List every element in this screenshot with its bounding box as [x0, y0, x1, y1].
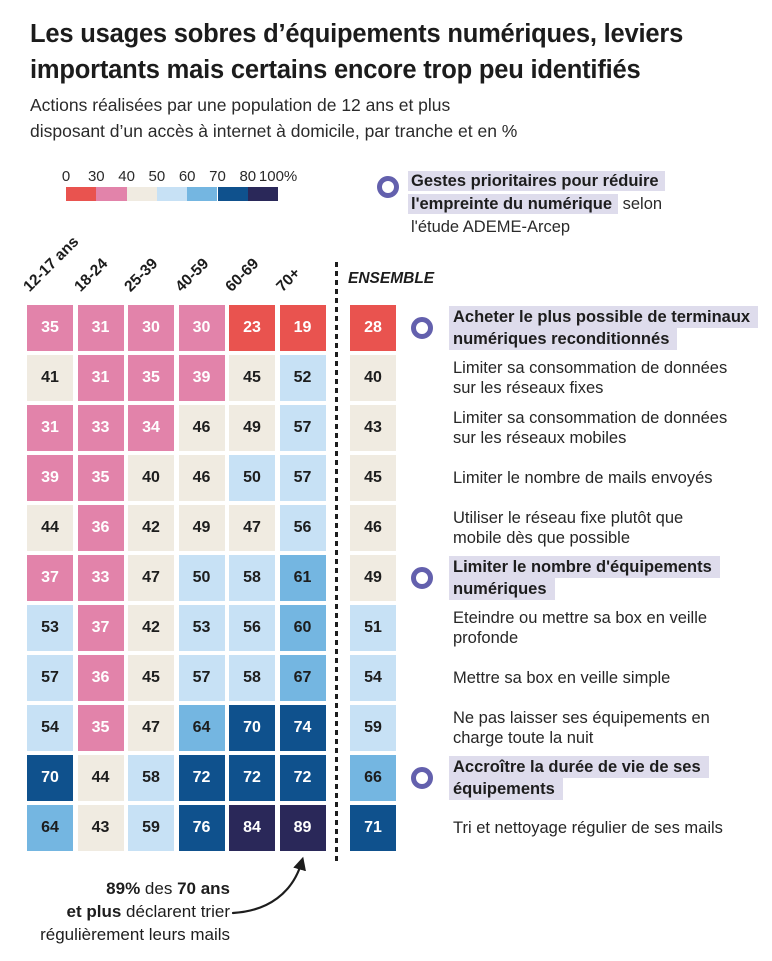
scale-swatch — [127, 187, 157, 201]
highlighted-text: l'empreinte du numérique — [408, 194, 618, 214]
heatmap-cell: 50 — [229, 455, 275, 501]
heatmap-cell: 31 — [78, 355, 124, 401]
heatmap-cell: 37 — [78, 605, 124, 651]
annotation-line — [28, 923, 230, 946]
legend-note-line — [411, 216, 756, 239]
plain-text: l'étude ADEME-Arcep — [411, 218, 571, 236]
ensemble-cell: 45 — [350, 455, 396, 501]
scale-swatch — [248, 187, 278, 201]
ensemble-cell: 46 — [350, 505, 396, 551]
heatmap-cell: 57 — [280, 405, 326, 451]
heatmap-cell: 61 — [280, 555, 326, 601]
heatmap-cell: 40 — [128, 455, 174, 501]
heatmap-cell: 43 — [78, 805, 124, 851]
heatmap-cell: 76 — [179, 805, 225, 851]
annotation-text: régulièrement leurs mails — [40, 925, 230, 944]
priority-ring-icon — [377, 176, 399, 198]
heatmap-cell: 23 — [229, 305, 275, 351]
scale-tick-label: 70 — [209, 168, 226, 185]
ensemble-cell: 54 — [350, 655, 396, 701]
ensemble-divider-dashed-line — [335, 262, 338, 862]
annotation-line — [28, 877, 230, 900]
row-label — [453, 305, 768, 351]
heatmap-cell: 53 — [179, 605, 225, 651]
heatmap-cell: 50 — [179, 555, 225, 601]
row-label — [453, 505, 768, 551]
heatmap-cell: 35 — [78, 705, 124, 751]
heatmap-cell: 35 — [78, 455, 124, 501]
scale-swatch — [187, 187, 217, 201]
heatmap-cell: 42 — [128, 605, 174, 651]
heatmap-cell: 39 — [27, 455, 73, 501]
scale-tick-label: 0 — [61, 168, 71, 185]
heatmap-cell: 57 — [280, 455, 326, 501]
row-label-line: Limiter le nombre de mails envoyés — [453, 469, 713, 487]
heatmap-cell: 84 — [229, 805, 275, 851]
heatmap-cell: 42 — [128, 505, 174, 551]
heatmap-cell: 49 — [229, 405, 275, 451]
heatmap-cell: 46 — [179, 405, 225, 451]
row-label — [453, 355, 768, 401]
heatmap-cell: 70 — [27, 755, 73, 801]
annotation-text: 89% — [106, 879, 141, 898]
row-label-line: Tri et nettoyage régulier de ses mails — [453, 819, 723, 837]
heatmap-cell: 64 — [27, 805, 73, 851]
curved-arrow-icon — [230, 845, 315, 920]
column-header: 12-17 ans — [20, 233, 83, 296]
legend-note-line — [411, 193, 756, 216]
heatmap-cell: 89 — [280, 805, 326, 851]
row-label-line: profonde — [453, 629, 519, 647]
heatmap-cell: 72 — [229, 755, 275, 801]
row-label — [453, 555, 768, 601]
heatmap-cell: 44 — [78, 755, 124, 801]
heatmap-cell: 47 — [128, 705, 174, 751]
row-label-line: numériques reconditionnés — [449, 328, 677, 350]
heatmap-cell: 60 — [280, 605, 326, 651]
ensemble-cell: 59 — [350, 705, 396, 751]
subtitle-line: Actions réalisées par une population de 12 ans et plus — [30, 95, 451, 115]
ensemble-cell: 49 — [350, 555, 396, 601]
row-label-line: Limiter sa consommation de données — [453, 359, 728, 377]
heatmap-cell: 41 — [27, 355, 73, 401]
scale-swatch — [218, 187, 248, 201]
callout-annotation — [28, 877, 230, 946]
legend-note — [411, 170, 756, 239]
row-label — [453, 405, 768, 451]
ensemble-cell: 66 — [350, 755, 396, 801]
highlighted-text: Gestes prioritaires pour réduire — [408, 171, 665, 191]
row-label — [453, 655, 768, 701]
heatmap-cell: 45 — [128, 655, 174, 701]
heatmap-cell: 33 — [78, 405, 124, 451]
heatmap-cell: 30 — [179, 305, 225, 351]
row-label-line: mobile dès que possible — [453, 529, 631, 547]
column-header: 18-24 — [70, 255, 111, 296]
scale-swatch — [66, 187, 96, 201]
row-label-line: Ne pas laisser ses équipements en — [453, 709, 710, 727]
heatmap-cell: 57 — [179, 655, 225, 701]
heatmap-cell: 72 — [179, 755, 225, 801]
scale-tick-label: 30 — [87, 168, 105, 185]
heatmap-cell: 67 — [280, 655, 326, 701]
annotation-text: déclarent trier — [121, 902, 230, 921]
heatmap-cell: 56 — [229, 605, 275, 651]
heatmap-cell: 46 — [179, 455, 225, 501]
column-header: 60-69 — [222, 255, 263, 296]
row-label — [453, 605, 768, 651]
row-label — [453, 705, 768, 751]
row-label — [453, 455, 768, 501]
heatmap-cell: 37 — [27, 555, 73, 601]
page-title — [30, 16, 754, 88]
priority-ring-icon — [411, 767, 433, 789]
row-label — [453, 755, 768, 801]
heatmap-cell: 64 — [179, 705, 225, 751]
annotation-line — [28, 900, 230, 923]
heatmap-cell: 53 — [27, 605, 73, 651]
heatmap-cell: 58 — [128, 755, 174, 801]
heatmap-cell: 44 — [27, 505, 73, 551]
scale-swatch — [96, 187, 126, 201]
heatmap-cell: 49 — [179, 505, 225, 551]
heatmap-cell: 35 — [128, 355, 174, 401]
heatmap-cell: 58 — [229, 555, 275, 601]
row-label-line: Mettre sa box en veille simple — [453, 669, 671, 687]
ensemble-cell: 28 — [350, 305, 396, 351]
ensemble-cell: 71 — [350, 805, 396, 851]
scale-tick-label: 100% — [258, 168, 298, 185]
heatmap-cell: 34 — [128, 405, 174, 451]
priority-ring-icon — [411, 567, 433, 589]
heatmap-cell: 36 — [78, 655, 124, 701]
annotation-text: 70 ans — [177, 879, 230, 898]
heatmap-cell: 45 — [229, 355, 275, 401]
row-label-line: Limiter sa consommation de données — [453, 409, 728, 427]
column-header: 25-39 — [121, 255, 162, 296]
column-header: 70+ — [272, 264, 304, 296]
title-line: Les usages sobres d’équipements numériques, leviers — [30, 20, 684, 48]
row-label-line: Limiter le nombre d'équipements — [449, 556, 720, 578]
heatmap-cell: 31 — [27, 405, 73, 451]
heatmap-cell: 72 — [280, 755, 326, 801]
row-label-line: charge toute la nuit — [453, 729, 594, 747]
title-line: importants mais certains encore trop peu identifiés — [30, 56, 641, 84]
scale-tick-label: 80 — [239, 168, 257, 185]
row-label-line: numériques — [449, 578, 555, 600]
priority-ring-icon — [411, 317, 433, 339]
heatmap-cell: 54 — [27, 705, 73, 751]
row-label-line: sur les réseaux fixes — [453, 379, 604, 397]
annotation-text: et plus — [66, 902, 122, 921]
heatmap-cell: 33 — [78, 555, 124, 601]
heatmap-cell: 39 — [179, 355, 225, 401]
heatmap-cell: 59 — [128, 805, 174, 851]
heatmap-cell: 52 — [280, 355, 326, 401]
subtitle-line: disposant d’un accès à internet à domicile, par tranche et en % — [30, 121, 518, 141]
scale-tick-label: 60 — [178, 168, 196, 185]
ensemble-cell: 51 — [350, 605, 396, 651]
heatmap-cell: 31 — [78, 305, 124, 351]
column-header: 40-59 — [171, 255, 212, 296]
row-label-line: sur les réseaux mobiles — [453, 429, 627, 447]
row-label-line: Utiliser le réseau fixe plutôt que — [453, 509, 684, 527]
heatmap-cell: 70 — [229, 705, 275, 751]
scale-tick-label: 50 — [148, 168, 166, 185]
heatmap-cell: 47 — [128, 555, 174, 601]
heatmap-cell: 74 — [280, 705, 326, 751]
heatmap-cell: 30 — [128, 305, 174, 351]
row-label-line: Accroître la durée de vie de ses — [449, 756, 709, 778]
heatmap-cell: 47 — [229, 505, 275, 551]
legend-note-line — [411, 170, 756, 193]
heatmap-cell: 57 — [27, 655, 73, 701]
heatmap-cell: 36 — [78, 505, 124, 551]
row-label-line: Acheter le plus possible de terminaux — [449, 306, 758, 328]
ensemble-cell: 43 — [350, 405, 396, 451]
annotation-text: des — [140, 879, 178, 898]
row-label-line: Eteindre ou mettre sa box en veille — [453, 609, 708, 627]
plain-text: selon — [618, 195, 663, 213]
row-label-line: équipements — [449, 778, 563, 800]
heatmap-cell: 19 — [280, 305, 326, 351]
heatmap-cell: 35 — [27, 305, 73, 351]
ensemble-cell: 40 — [350, 355, 396, 401]
page-subtitle — [30, 92, 730, 144]
ensemble-header: ENSEMBLE — [348, 270, 435, 287]
heatmap-cell: 58 — [229, 655, 275, 701]
scale-swatch — [157, 187, 187, 201]
heatmap-cell: 56 — [280, 505, 326, 551]
scale-tick-label: 40 — [118, 168, 135, 185]
row-label — [453, 805, 768, 851]
